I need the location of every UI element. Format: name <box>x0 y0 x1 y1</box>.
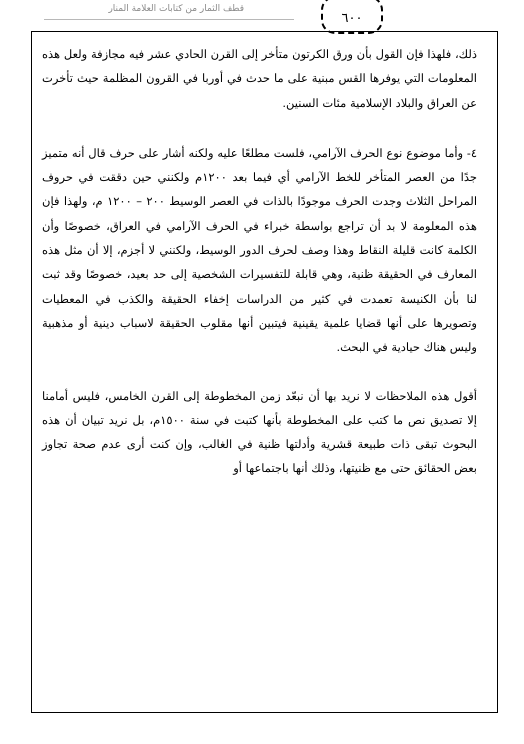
header-divider <box>44 19 294 20</box>
paragraph-spacer <box>42 360 477 384</box>
page-body <box>42 42 477 481</box>
paragraph-2: ٤- وأما موضوع نوع الحرف الآرامي، فلست مطلعًا عليه ولكنه أشار على حرف قال أنه متميز جدًا من العصر المتأخر للخط الآرامي أي فيما بعد ١٢٠٠م ولكنني حين دققت في حروف المراحل الثلاث وجدت الحرف موجودًا بالذات في العصر الوسيط ٢٠٠ – ١٢٠٠ م، ولهذا فإن هذه المعلومة لا بد أن تراجع بواسطة خبراء في الحرف الآرامي في العراق، خصوصًا وأن الكلمة كانت قليلة النقاط وهذا وصف لحرف الدور الوسيط، ولكنني لا أجزم، إلا أن مثل هذه المعارف في الحقيقة ظنية، وهي قابلة للتفسيرات الشخصية إلى حد بعيد، خصوصًا وقد ثبت لنا بأن الكنيسة تعمدت في كثير من الدراسات إخفاء الحقيقة والكذب في المعطيات وتصويرها على أنها قضايا علمية يقينية فيتبين أنها مقلوب الحقيقة لاسباب دينية أو مذهبية وليس هناك حيادية في البحث. <box>42 145 478 355</box>
paragraph-1: ذلك، فلهذا فإن القول بأن ورق الكرتون متأخر إلى القرن الحادي عشر فيه مجازفة ولعل هذه المعلومات التي يوفرها القس مبنية على ما حدث في أوربا في القرون المظلمة حيث تأخرت عن العراق والبلاد الإسلامية مئات السنين. <box>42 47 477 110</box>
paragraph-spacer <box>42 115 477 141</box>
paragraph-3: أقول هذه الملاحظات لا نريد بها أن نبعّد زمن المخطوطة إلى القرن الخامس، فليس أمامنا إلا تصديق نص ما كتب على المخطوطة بأنها كتبت في سنة ١٥٠٠م، بل نريد تبيان أن هذه البحوث تبقى ذات طبيعة قشرية وأدلتها ظنية في الغالب، وإن كنت أرى عدم صحة تجاوز بعض الحقائق حتى مع ظنيتها، وذلك أنها باجتماعها أو <box>42 388 477 476</box>
page-number: ٦٠٠ <box>321 0 383 34</box>
running-header-title: قطف الثمار من كتابات العلامة المنار <box>108 4 244 14</box>
